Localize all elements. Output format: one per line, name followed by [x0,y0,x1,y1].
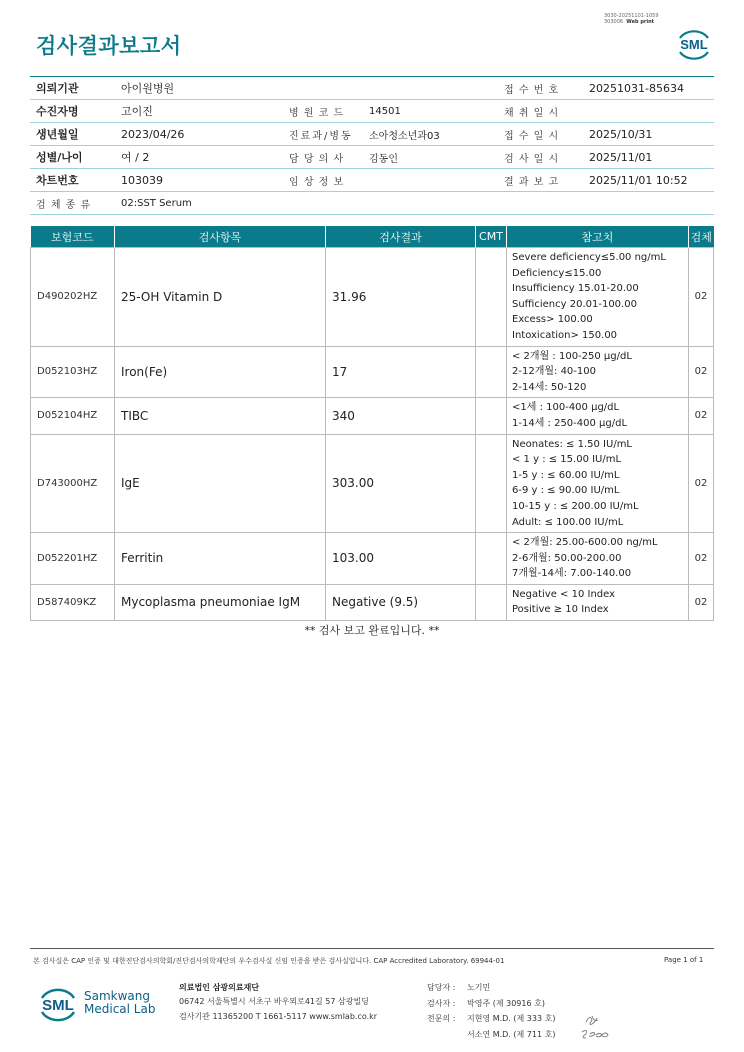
info-label: 수진자명 [30,100,115,123]
reference-line: <1세 : 100-400 μg/dL [512,402,620,414]
info-label: 접 수 번 호 [498,77,583,100]
info-value: 2025/10/31 [583,123,714,146]
insurance-code-cell: D052104HZ [31,398,115,434]
staff-row [427,1011,555,1027]
staff-row [427,980,555,996]
samkwang-logo-icon [36,982,80,1026]
info-value: 14501 [363,100,498,123]
insurance-code-cell: D052201HZ [31,533,115,585]
footer-divider [30,948,714,949]
test-result-cell: 303.00 [326,434,476,533]
info-label: 검 사 일 시 [498,146,583,169]
brand-line2: Medical Lab [84,1002,156,1016]
reference-line: < 2개월 : 100-250 μg/dL [512,350,632,362]
info-value: 2025/11/01 10:52 [583,169,714,192]
patient-info-row [30,192,714,215]
test-result-cell: 340 [326,398,476,434]
staff-name: 서소연 M.D. (제 711 호) [467,1029,556,1039]
test-item-cell: TIBC [115,398,326,434]
info-label: 진료과/병동 [283,123,363,146]
reference-line: < 1 y : ≤ 15.00 IU/mL [512,454,622,466]
organization-name: 의료법인 삼광의료재단 [179,983,260,992]
footer-logo-text: SML [42,997,74,1014]
test-result-cell: 31.96 [326,248,476,347]
brand-line1: Samkwang [84,989,150,1003]
reference-line: Intoxication> 150.00 [512,329,618,341]
column-header: 검사결과 [326,226,476,248]
staff-name: 지현영 M.D. (제 333 호) [467,1014,556,1023]
info-label: 차트번호 [30,169,115,192]
test-item-cell: Mycoplasma pneumoniae IgM [115,584,326,620]
info-value: 103039 [115,169,283,192]
reference-line: 6-9 y : ≤ 90.00 IU/mL [512,485,620,497]
organization-contact: 검사기관 11365200 T 1661-5117 www.smlab.co.kr [179,1012,378,1021]
specimen-cell: 02 [689,398,714,434]
signature-image [578,1008,618,1044]
info-value: 02:SST Serum [115,192,283,215]
reference-line: Severe deficiency≤5.00 ng/mL [512,252,666,263]
specimen-cell: 02 [689,533,714,585]
specimen-cell: 02 [689,346,714,398]
info-value [363,169,498,192]
document-code [604,13,659,25]
staff-list [427,980,555,1042]
comment-cell [476,533,507,585]
column-header: 보험코드 [31,226,115,248]
info-value: 20251031-85634 [583,77,714,100]
reference-range-cell [507,248,689,347]
info-label: 성별/나이 [30,146,115,169]
web-print-label: Web print [626,19,655,25]
info-value [583,100,714,123]
test-result-cell: Negative (9.5) [326,584,476,620]
results-table [30,226,714,621]
reference-line: Excess> 100.00 [512,314,593,326]
staff-label: 담당자 : [427,983,456,992]
info-value: 2025/11/01 [583,146,714,169]
patient-info-row [30,146,714,169]
result-row [31,434,714,533]
info-value: 아이원병원 [115,77,283,100]
info-label: 검 체 종 류 [30,192,115,215]
result-row [31,248,714,347]
test-item-cell: 25-OH Vitamin D [115,248,326,347]
staff-name: 노기민 [467,983,491,992]
insurance-code-cell: D052103HZ [31,346,115,398]
patient-info-row [30,169,714,192]
info-label: 담 당 의 사 [283,146,363,169]
info-label: 생년월일 [30,123,115,146]
patient-info-row [30,123,714,146]
comment-cell [476,346,507,398]
reference-range-cell [507,346,689,398]
accreditation-note: 본 검사실은 CAP 인증 및 대한진단검사의학회/진단검사의학재단의 우수검사실 신임 인증을 받은 검사실입니다. CAP Accredited Laboratory. 69944-01 [33,957,505,965]
brand-name [84,990,155,1016]
reference-line: 2-6개월: 50.00-200.00 [512,552,622,564]
column-header: 참고치 [507,226,689,248]
reference-line: Positive ≥ 10 Index [512,604,609,616]
reference-line: 7개월-14세: 7.00-140.00 [512,568,632,580]
result-row [31,533,714,585]
reference-range-cell [507,584,689,620]
staff-row [427,1027,555,1043]
reference-line: 2-12개월: 40-100 [512,366,596,378]
logo-text: SML [680,37,708,52]
reference-line: Adult: ≤ 100.00 IU/mL [512,516,624,528]
column-header: 검사항목 [115,226,326,248]
reference-range-cell [507,533,689,585]
staff-label: 검사자 : [427,998,456,1008]
info-value: 2023/04/26 [115,123,283,146]
test-result-cell: 103.00 [326,533,476,585]
reference-range-cell [507,398,689,434]
reference-line: 1-14세 : 250-400 μg/dL [512,417,628,429]
comment-cell [476,398,507,434]
staff-label: 전문의 : [427,1014,456,1023]
insurance-code-cell: D490202HZ [31,248,115,347]
specimen-cell: 02 [689,584,714,620]
staff-name: 박영주 (제 30916 호) [467,998,545,1008]
info-label: 병 원 코 드 [283,100,363,123]
test-item-cell: Ferritin [115,533,326,585]
column-header: CMT [476,226,507,248]
column-header: 검체 [689,226,714,248]
sml-logo-icon [674,26,714,62]
doc-code-line1: 3030-20251101-1059 [604,13,659,19]
specimen-cell: 02 [689,434,714,533]
info-label: 결 과 보 고 [498,169,583,192]
comment-cell [476,434,507,533]
doc-code-line2: 303006 [604,19,624,25]
reference-line: Negative < 10 Index [512,588,616,600]
reference-line: Sufficiency 20.01-100.00 [512,298,637,310]
info-label: 접 수 일 시 [498,123,583,146]
info-value: 소아청소년과03 [363,123,498,146]
result-row [31,584,714,620]
reference-range-cell [507,434,689,533]
reference-line: Insufficiency 15.01-20.00 [512,283,639,295]
comment-cell [476,248,507,347]
patient-info-row [30,77,714,100]
specimen-cell: 02 [689,248,714,347]
reference-line: 1-5 y : ≤ 60.00 IU/mL [512,469,620,481]
insurance-code-cell: D587409KZ [31,584,115,620]
info-value: 여 / 2 [115,146,283,169]
reference-line: 2-14세: 50-120 [512,381,587,393]
reference-line: 10-15 y : ≤ 200.00 IU/mL [512,500,639,512]
info-label [283,77,363,100]
comment-cell [476,584,507,620]
info-value: 고이진 [115,100,283,123]
page-number: Page 1 of 1 [664,956,704,964]
info-value [363,192,498,215]
test-result-cell: 17 [326,346,476,398]
organization-address: 06742 서울특별시 서초구 바우뫼로41길 57 삼광빌딩 [179,997,369,1006]
info-label [498,192,583,215]
info-value: 김동인 [363,146,498,169]
test-item-cell: IgE [115,434,326,533]
patient-info-row [30,100,714,123]
patient-info-table [30,76,714,215]
insurance-code-cell: D743000HZ [31,434,115,533]
reference-line: Deficiency≤15.00 [512,267,602,279]
info-value [363,77,498,100]
info-label [283,192,363,215]
info-label: 의뢰기관 [30,77,115,100]
report-title: 검사결과보고서 [36,34,182,58]
reference-line: < 2개월: 25.00-600.00 ng/mL [512,537,658,549]
info-label: 임 상 정 보 [283,169,363,192]
result-row [31,398,714,434]
completion-message: ** 검사 보고 완료입니다. ** [304,624,440,637]
result-row [31,346,714,398]
reference-line: Neonates: ≤ 1.50 IU/mL [512,438,632,450]
info-value [583,192,714,215]
staff-row [427,996,555,1012]
test-item-cell: Iron(Fe) [115,346,326,398]
info-label: 채 취 일 시 [498,100,583,123]
